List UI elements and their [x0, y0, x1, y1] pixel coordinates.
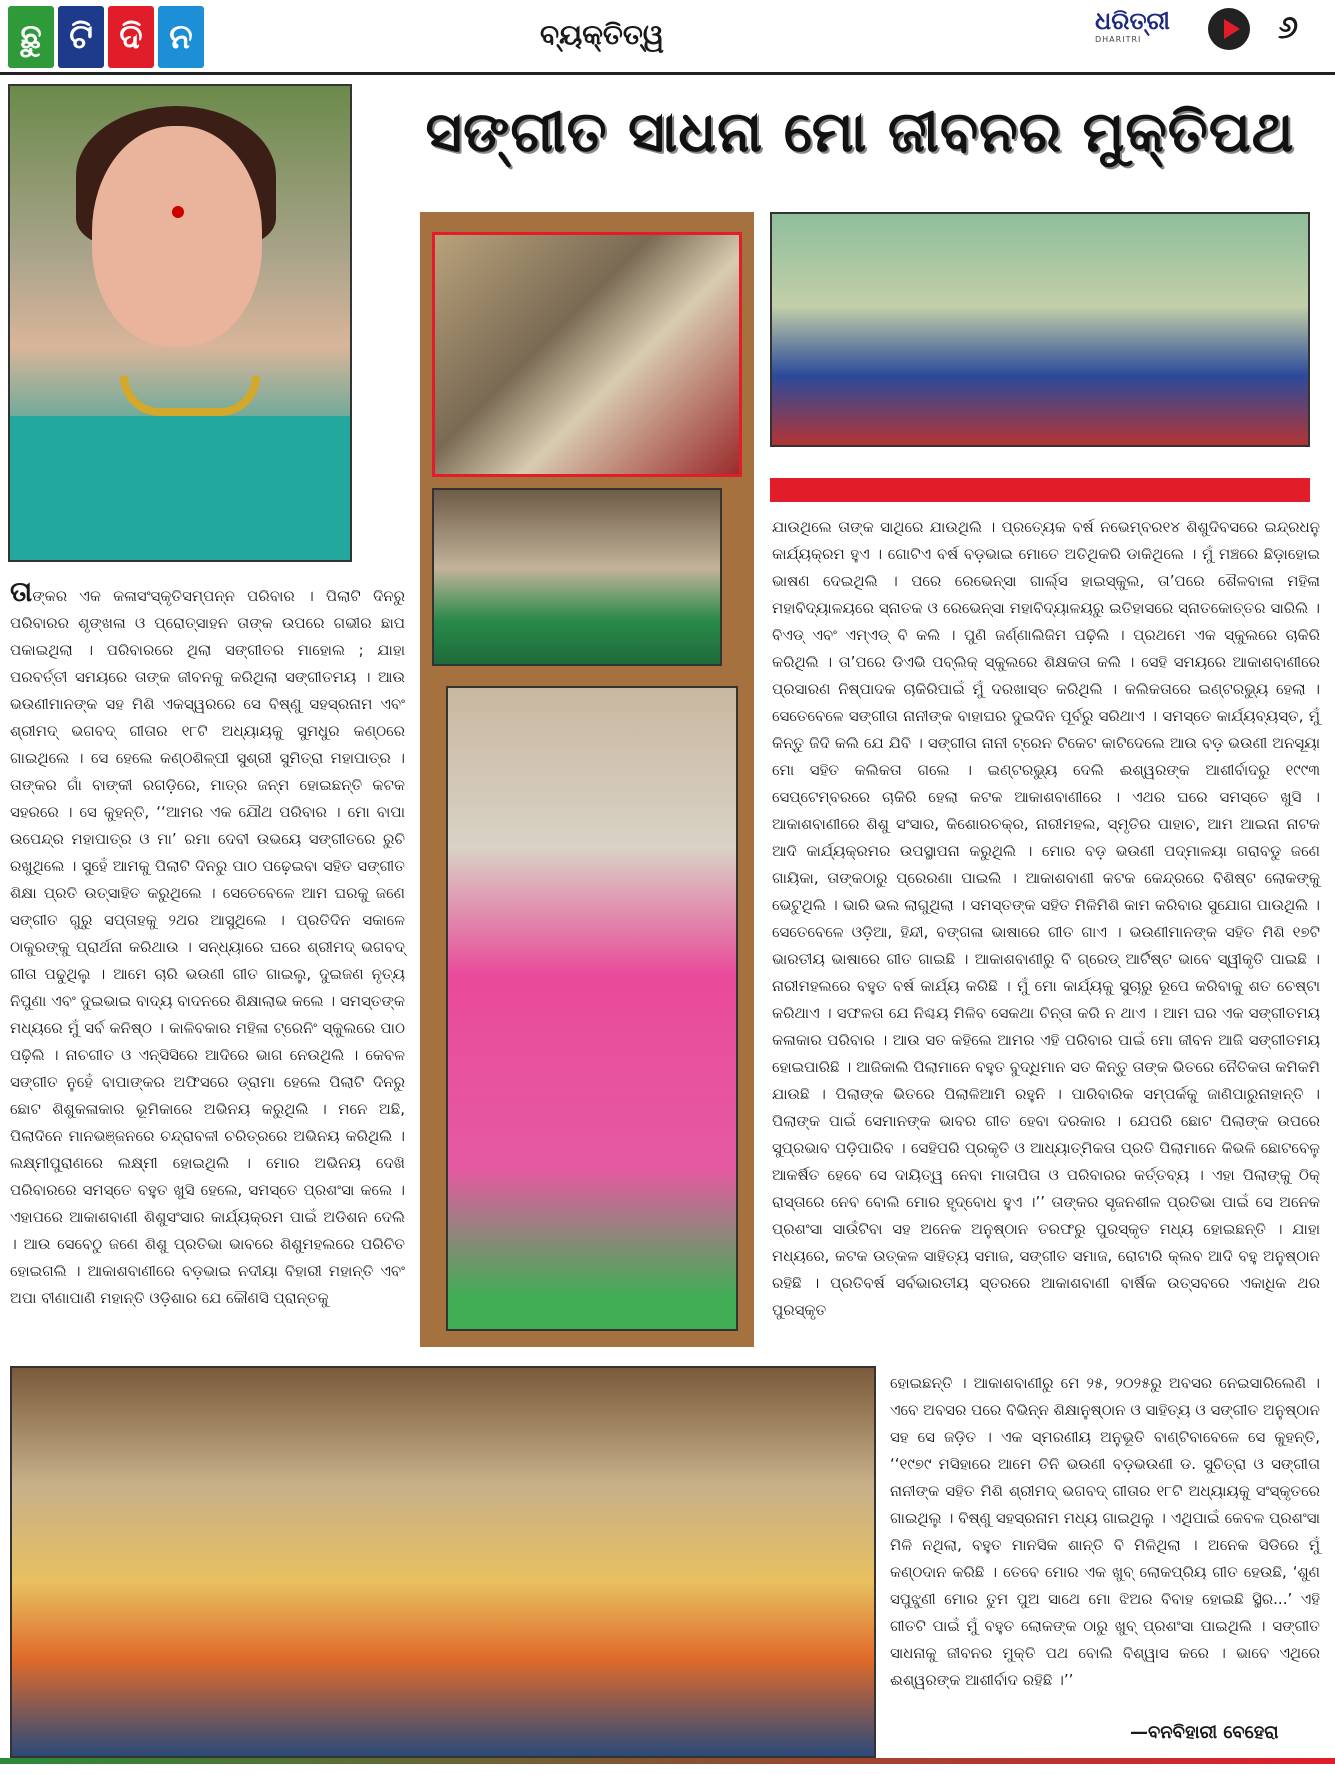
headline: ସଙ୍ଗୀତ ସାଧନା ମୋ ଜୀବନର ମୁକ୍ତିପଥ	[425, 100, 1295, 165]
portrait-face	[92, 126, 262, 346]
family-group-photo	[10, 1366, 876, 1758]
drop-cap: ତା	[10, 575, 33, 608]
top-rule	[0, 72, 1335, 75]
masthead-tile-1: ଛୁ	[8, 6, 54, 68]
page-number: ୬	[1278, 8, 1299, 46]
group-award-photo	[770, 212, 1310, 447]
studio-photo	[432, 488, 722, 666]
bottom-rule	[0, 1758, 1335, 1764]
portrait-photo	[8, 84, 352, 562]
couple-photo	[432, 232, 742, 477]
saree-portrait-photo	[446, 686, 738, 1331]
section-tag: ବ୍ୟକ୍ତିତ୍ୱ	[540, 18, 664, 51]
article-column-left	[10, 575, 405, 1312]
article-column-right: ଯାଉଥିଲେ ତାଙ୍କ ସାଥିରେ ଯାଉଥିଲି । ପ୍ରତ୍ୟେକ ବର୍ଷ ନଭେମ୍ବର୧୪ ଶିଶୁଦିବସରେ ଇନ୍ଦ୍ରଧନୁ କାର୍ଯ୍ୟକ୍ରମ ହୁଏ । ଗୋଟିଏ ବର୍ଷ ବଡ଼ଭାଇ ମୋତେ ଅତିଥିକରି ଡାକିଥିଲେ । ମୁଁ ମଞ୍ଚରେ ଛିଡ଼ାହୋଇ ଭାଷଣ ଦେଇଥିଲି । ପରେ ରେଭେନ୍ସା ଗାର୍ଲ୍ସ ହାଇସ୍କୁଲ, ତା’ପରେ ଶୈଳବାଳା ମହିଳା ମହାବିଦ୍ୟାଳୟରେ ସ୍ନାତକ ଓ ରେଭେନ୍ସା ମହାବିଦ୍ୟାଳୟରୁ ଇତିହାସରେ ସ୍ନାତକୋତ୍ତର ସାରିଲି । ବିଏଡ୍ ଏବଂ ଏମ୍‌ଏଡ୍ ବି କଲି । ପୁଣି ଜର୍ଣ୍ଣାଲିଜିମ ପଢ଼ିଲି । ପ୍ରଥମେ ଏକ ସ୍କୁଲରେ ଚାକିରି କରିଥିଲି । ତା’ପରେ ଡିଏଭି ପବ୍ଲିକ୍ ସ୍କୁଲରେ ଶିକ୍ଷକତା କଲି । ସେହି ସମୟରେ ଆକାଶବାଣୀରେ ପ୍ରସାରଣ ନିଷ୍ପାଦକ ଚାକିରିପାଇଁ ମୁଁ ଦରଖାସ୍ତ କରିଥିଲି । କଲିକତାରେ ଇଣ୍ଟରଭ୍ୟୁ ହେଲା । ସେତେବେଳେ ସଙ୍ଗୀତା ନାନୀଙ୍କ ବାହାଘର ଦୁଇଦିନ ପୂର୍ବରୁ ସରିଥାଏ । ସମସ୍ତେ କାର୍ଯ୍ୟବ୍ୟସ୍ତ, ମୁଁ କିନ୍ତୁ ଜିଦି କଲି ଯେ ଯିବି । ସଙ୍ଗୀତା ନାନୀ ଟ୍ରେନ ଟିକେଟ କାଟିଦେଲେ ଆଉ ବଡ଼ ଭଉଣୀ ଅନସୂୟା ମୋ ସହିତ କଲିକତା ଗଲେ । ଇଣ୍ଟରଭ୍ୟୁ ଦେଲି ଈଶ୍ୱରଙ୍କ ଆଶୀର୍ବାଦରୁ ୧୯୯୩ ସେପ୍ଟେମ୍ବରରେ ଚାକିରି ହେଲା କଟକ ଆକାଶବାଣୀରେ । ଏଥର ଘରେ ସମସ୍ତେ ଖୁସି । ଆକାଶବାଣୀରେ ଶିଶୁ ସଂସାର, କିଶୋରଚକ୍ର, ନାରୀମହଲ, ସ୍ମୃତିର ପାହାଚ, ଆମ ଆଇନା ନାଟକ ଆଦି କାର୍ଯ୍ୟକ୍ରମର ଉପସ୍ଥାପନା କରୁଥିଲି । ମୋର ବଡ଼ ଭଉଣୀ ପଦ୍ମାଳୟା ଗରାବଡୁ ଜଣେ ଗାୟିକା, ତାଙ୍କଠାରୁ ପ୍ରେରଣା ପାଇଲି । ଆକାଶବାଣୀ କଟକ କେନ୍ଦ୍ରରେ ବିଶିଷ୍ଟ ଲୋକଙ୍କୁ ଭେଟୁଥିଲି । ଭାରି ଭଲ ଲାଗୁଥିଲା । ସମସ୍ତଙ୍କ ସହିତ ମିଳିମିଶି କାମ କରିବାର ସୁଯୋଗ ପାଉଥିଲି । ସେତେବେଳେ ଓଡ଼ିଆ, ହିନ୍ଦୀ, ବଙ୍ଗଳା ଭାଷାରେ ଗୀତ ଗାଏ । ଭଉଣୀମାନଙ୍କ ସହିତ ମିଶି ୧୭ଟି ଭାରତୀୟ ଭାଷାରେ ଗୀତ ଗାଇଛି । ଆକାଶବାଣୀରୁ ବି ଗ୍ରେଡ୍ ଆର୍ଟିଷ୍ଟ ଭାବେ ସ୍ୱୀକୃତି ପାଇଛି । ନାରୀମହଲରେ ବହୁତ ବର୍ଷ କାର୍ଯ୍ୟ କରିଛି । ମୁଁ ମୋ କାର୍ଯ୍ୟକୁ ସୁଚାରୁ ରୂପେ କରିବାକୁ ଶତ ଚେଷ୍ଟା କରିଥାଏ । ସଫଳତା ଯେ ନିଶ୍ଚୟ ମିଳିବ ସେକଥା ଚିନ୍ତା କରି ନ ଥାଏ । ଆମ ଘର ଏକ ସଙ୍ଗୀତମୟ କଳାକାର ପରିବାର । ଆଉ ସତ କହିଲେ ଆମର ଏହି ପରିବାର ପାଇଁ ମୋ ଜୀବନ ଆଜି ସଙ୍ଗୀତମୟ ହୋଇପାରିଛି । ଆଜିକାଲି ପିଲାମାନେ ବହୁତ ବୁଦ୍ଧିମାନ ସତ କିନ୍ତୁ ତାଙ୍କ ଭିତରେ ନୈତିକତା କମିକମି ଯାଉଛି । ପିଲାଙ୍କ ଭିତରେ ପିଲାଳିଆମି ରହୁନି । ପାରିବାରିକ ସମ୍ପର୍କକୁ ଜାଣିପାରୁନାହାନ୍ତି । ପିଲାଙ୍କ ପାଇଁ ସେମାନଙ୍କ ଭାବର ଗୀତ ହେବା ଦରକାର । ଯେପରି ଛୋଟ ପିଲାଙ୍କ ଉପରେ ସୁପ୍ରଭାବ ପଡ଼ିପାରିବ । ସେହିପରି ପ୍ରକୃତି ଓ ଆଧ୍ୟାତ୍ମିକତା ପ୍ରତି ପିଲାମାନେ କିଭଳି ଛୋଟବେଳୁ ଆକର୍ଷିତ ହେବେ ସେ ଦାୟିତ୍ୱ ନେବା ମାତାପିତା ଓ ପରିବାରର କର୍ତ୍ତବ୍ୟ । ଏହା ପିଲାଙ୍କୁ ଠିକ୍ ରାସ୍ତାରେ ନେବ ବୋଲି ମୋର ହୃଦ୍‌ବୋଧ ହୁଏ ।’’ ତାଙ୍କର ସୃଜନଶୀଳ ପ୍ରତିଭା ପାଇଁ ସେ ଅନେକ ପ୍ରଶଂସା ସାଉଁଟିବା ସହ ଅନେକ ଅନୁଷ୍ଠାନ ତରଫରୁ ପୁରସ୍କୃତ ମଧ୍ୟ ହୋଇଛନ୍ତି । ଯାହା ମଧ୍ୟରେ, କଟକ ଉତ୍କଳ ସାହିତ୍ୟ ସମାଜ, ସଙ୍ଗୀତ ସମାଜ, ରୋଟାରି କ୍ଲବ ଆଦି ବହୁ ଅନୁଷ୍ଠାନ ରହିଛି । ପ୍ରତିବର୍ଷ ସର୍ବଭାରତୀୟ ସ୍ତରରେ ଆକାଶବାଣୀ ବାର୍ଷିକ ଉତ୍ସବରେ ଏକାଧିକ ଥର ପୁରସ୍କୃତ	[772, 518, 1320, 1319]
portrait-necklace	[120, 376, 260, 416]
brand-logo	[1095, 6, 1185, 56]
masthead-tile-4: ନ	[158, 6, 204, 68]
byline: —ବନବିହାରୀ ବେହେରା	[1130, 1722, 1279, 1743]
article-column-right-cont: ହୋଇଛନ୍ତି । ଆକାଶବାଣୀରୁ ମେ ୨୫, ୨୦୨୫ରୁ ଅବସର ନେଇସାରିଲେଣି । ଏବେ ଅବସର ପରେ ବିଭିନ୍ନ ଶିକ୍ଷାନୁଷ୍ଠାନ ଓ ସାହିତ୍ୟ ଓ ସଙ୍ଗୀତ ଅନୁଷ୍ଠାନ ସହ ସେ ଜଡ଼ିତ । ଏକ ସ୍ମରଣୀୟ ଅନୁଭୂତି ବାଣ୍ଟିବାବେଳେ ସେ କୁହନ୍ତି, ‘‘୧୯୭୯ ମସିହାରେ ଆମେ ତିନି ଭଉଣୀ ବଡ଼ଭଉଣୀ ଡ. ସୁଚିତ୍ରା ଓ ସଙ୍ଗୀତା ନାନୀଙ୍କ ସହିତ ମିଶି ଶ୍ରୀମଦ୍ ଭଗବଦ୍ ଗୀତାର ୧୮ଟି ଅଧ୍ୟାୟକୁ ସଂସ୍କୃତରେ ଗାଇଥିଲୁ । ବିଷ୍ଣୁ ସହସ୍ରନାମ ମଧ୍ୟ ଗାଇଥିଲୁ । ଏଥିପାଇଁ କେବଳ ପ୍ରଶଂସା ମିଳି ନଥିଲା, ବହୁତ ମାନସିକ ଶାନ୍ତି ବି ମିଳିଥିଲା । ଅନେକ ସିଡିରେ ମୁଁ କଣ୍ଠଦାନ କରିଛି । ତେବେ ମୋର ଏକ ଖୁବ୍ ଲୋକପ୍ରିୟ ଗୀତ ହେଉଛି, ‘ଶୁଣ ସପୁଝୁଣୀ ମୋର ତୁମ ପୁଅ ସାଥେ ମୋ ଝିଅର ବିବାହ ହୋଇଛି ସ୍ଥିର...’ ଏହି ଗୀତଟି ପାଇଁ ମୁଁ ବହୁତ ଲୋକଙ୍କ ଠାରୁ ଖୁବ୍ ପ୍ରଶଂସା ପାଇଥିଲି । ସଙ୍ଗୀତ ସାଧନାକୁ ଜୀବନର ମୁକ୍ତି ପଥ ବୋଲି ବିଶ୍ୱାସ କରେ । ଭାବେ ଏଥିରେ ଈଶ୍ୱରଙ୍କ ଆଶୀର୍ବାଦ ରହିଛି ।’’	[890, 1374, 1320, 1689]
accent-bar	[770, 478, 1310, 502]
article-text-left: ଙ୍କର ଏକ କଳାସଂସ୍କୃତିସମ୍ପନ୍ନ ପରିବାର । ପିଲାଟି ଦିନରୁ ପରିବାରର ଶୃଙ୍ଖଳା ଓ ପ୍ରୋତ୍ସାହନ ତାଙ୍କ ଉପରେ ଗଭୀର ଛାପ ପକାଇଥିଲା । ପରିବାରରେ ଥିଲା ସଙ୍ଗୀତର ମାହୋଲ ; ଯାହା ପରବର୍ତ୍ତୀ ସମୟରେ ତାଙ୍କ ଜୀବନକୁ କରିଥିଲା ସଙ୍ଗୀତମୟ । ଆଉ ଭଉଣୀମାନଙ୍କ ସହ ମିଶି ଏକସ୍ୱରରେ ସେ ବିଷ୍ଣୁ ସହସ୍ରନାମ ଏବଂ ଶ୍ରୀମଦ୍ ଭଗବଦ୍ ଗୀତାର ୧୮ଟି ଅଧ୍ୟାୟକୁ ସୁମଧୁର କଣ୍ଠରେ ଗାଇଥିଲେ । ସେ ହେଲେ କଣ୍ଠଶିଳ୍ପୀ ସୁଶ୍ରୀ ସୁମିତ୍ରା ମହାପାତ୍ର । ତାଙ୍କର ଗାଁ ବାଙ୍କୀ ରଗଡ଼ିରେ, ମାତ୍ର ଜନ୍ମ ହୋଇଛନ୍ତି କଟକ ସହରରେ । ସେ କୁହନ୍ତି, ‘‘ଆମର ଏକ ଯୌଥ ପରିବାର । ମୋ ବାପା ଉପେନ୍ଦ୍ର ମହାପାତ୍ର ଓ ମା’ ରମା ଦେବୀ ଉଭୟେ ସଙ୍ଗୀତରେ ରୁଚି ରଖୁଥିଲେ । ସୁହେଁ ଆମକୁ ପିଲାଟି ଦିନରୁ ପାଠ ପଢ଼େଇବା ସହିତ ସଙ୍ଗୀତ ଶିକ୍ଷା ପ୍ରତି ଉତ୍ସାହିତ କରୁଥିଲେ । ସେତେବେଳେ ଆମ ଘରକୁ ଜଣେ ସଙ୍ଗୀତ ଗୁରୁ ସପ୍ତାହକୁ ୨ଥର ଆସୁଥିଲେ । ପ୍ରତିଦିନ ସକାଳେ ଠାକୁରଙ୍କୁ ପ୍ରାର୍ଥନା କରିଥାଉ । ସନ୍ଧ୍ୟାରେ ଘରେ ଶ୍ରୀମଦ୍ ଭଗବଦ୍ ଗୀତା ପଢୁଥିଲୁ । ଆମେ ଚାରି ଭଉଣୀ ଗୀତ ଗାଇଲୁ, ଦୁଇଜଣ ନୃତ୍ୟ ନିପୁଣା ଏବଂ ଦୁଇଭାଇ ବାଦ୍ୟ ବାଦନରେ ଶିକ୍ଷାଲାଭ କଲେ । ସମସ୍ତଙ୍କ ମଧ୍ୟରେ ମୁଁ ସର୍ବ କନିଷ୍ଠ । କାଳିବକାର ମହିଳା ଟ୍ରେନିଂ ସ୍କୁଲରେ ପାଠ ପଢ଼ିଲି । ନାଚଗୀତ ଓ ଏନ୍‌ସିସିରେ ଆଦିରେ ଭାଗ ନେଉଥିଲି । କେବଳ ସଙ୍ଗୀତ ନୁହେଁ ବାପାଙ୍କର ଅଫିସରେ ଡ୍ରାମା ହେଲେ ପିଲାଟି ଦିନରୁ ଛୋଟ ଶିଶୁକଳାକାର ଭୂମିକାରେ ଅଭିନୟ କରୁଥିଲି । ମନେ ଅଛି, ପିଲାଦିନେ ମାନଭଞ୍ଜନରେ ଚନ୍ଦ୍ରାବଳୀ ଚରିତ୍ରରେ ଅଭିନୟ କରିଥିଲି । ଲକ୍ଷ୍ମୀପୁରାଣରେ ଲକ୍ଷ୍ମୀ ହୋଇଥିଲି । ମୋର ଅଭିନୟ ଦେଖି ପରିବାରରେ ସମସ୍ତେ ବହୁତ ଖୁସି ହେଲେ, ସମସ୍ତେ ପ୍ରଶଂସା କଲେ । ଏହାପରେ ଆକାଶବାଣୀ ଶିଶୁସଂସାର କାର୍ଯ୍ୟକ୍ରମ ପାଇଁ ଅଡିଶନ ଦେଲି । ଆଉ ସେବେଠୁ ଜଣେ ଶିଶୁ ପ୍ରତିଭା ଭାବରେ ଶିଶୁମହଲରେ ପରିଚିତ ହୋଇଗଲି । ଆକାଶବାଣୀରେ ବଡ଼ଭାଇ ନଦୀୟା ବିହାରୀ ମହାନ୍ତି ଏବଂ ଅପା ବୀଣାପାଣି ମହାନ୍ତି ଓଡ଼ିଶାର ଯେ କୌଣସି ପ୍ରାନ୍ତକୁ	[10, 587, 405, 1307]
play-icon	[1208, 8, 1250, 50]
portrait-bindi	[172, 206, 184, 218]
brand-sub: DHARITRI	[1095, 35, 1142, 44]
masthead-tile-2: ଟି	[58, 6, 104, 68]
masthead	[8, 6, 204, 68]
masthead-tile-3: ଦି	[108, 6, 154, 68]
brand-name: ଧରିତ୍ରୀ	[1095, 6, 1170, 35]
portrait-blouse	[10, 416, 352, 562]
